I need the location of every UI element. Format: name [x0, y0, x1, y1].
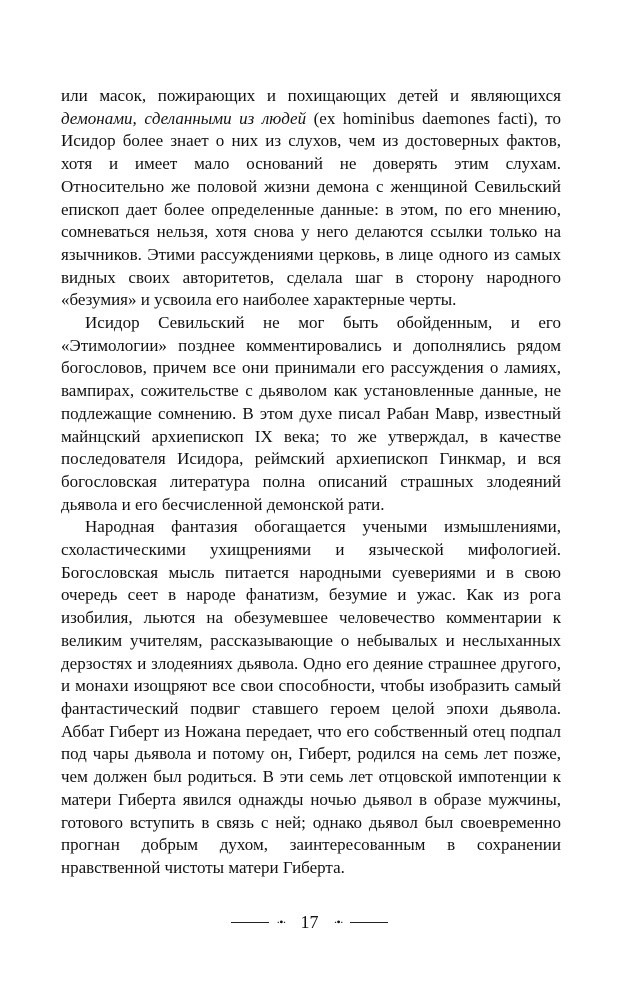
paragraph-2-text: Исидор Севильский не мог быть обойденным, и его «Этимологии» позднее комментировались и дополнялись рядом богословов, причем все они принимали его рассуждения о ламиях, вампирах, сожительстве с дьяволом как установленные данные, не подлежащие сомнению. В этом духе писал Рабан Мавр, известный майнцский архиепископ IX века; то же утверждал, в качестве последователя Исидора, реймский архиепископ Гинкмар, и вся богословская литература полна описаний страшных злодеяний дьявола и его бесчисленной демонской рати.: [61, 313, 561, 514]
footer-rule-right: [350, 922, 388, 923]
paragraph-3: [61, 516, 561, 879]
paragraph-2: [61, 312, 561, 516]
paragraph-1: [61, 85, 561, 312]
paragraph-1-italic-phrase: демонами, сделанными из людей: [61, 108, 307, 128]
paragraph-3-text: Народная фантазия обогащается учеными измышлениями, схоластическими ухищрениями и языческой мифологией. Богословская мысль питается народными суевериями и в свою очередь сеет в народе фанатизм, безумие и ужас. Как из рога изобилия, льются на обезумевшее человечество комментарии к великим учителям, рассказывающие о небывалых и неслыханных дерзостях и злодеяниях дьявола. Одно его деяние страшнее другого, и монахи изощряют все свои способности, чтобы изобразить самый фантастический подвиг ставшего героем целой эпохи дьявола. Аббат Гиберт из Ножана передает, что его собственный отец подпал под чары дьявола и потому он, Гиберт, родился на семь лет позже, чем должен был родиться. В эти семь лет отцовской импотенции к матери Гиберта явился однажды ночью дьявол в образе мужчины, готового вступить в связь с ней; однако дьявол был своевременно прогнан добрым духом, заинтересованным в сохранении нравственной чистоты матери Гиберта.: [61, 517, 561, 877]
page-footer: [0, 910, 619, 934]
footer-ornament-right-icon: ·•·: [333, 914, 343, 929]
paragraph-1-text-a: или масок, пожирающих и похищающих детей и являющихся: [61, 86, 561, 105]
page-body: [61, 85, 561, 880]
footer-rule-left: [231, 922, 269, 923]
paragraph-1-text-b: (ex hominibus daemones facti), то Исидор более знает о них из слухов, чем из достоверных фактов, хотя и имеет мало оснований не доверять этим слухам. Относительно же половой жизни демона с женщиной Севильский епископ дает более определенные данные: в этом, по его мнению, сомневаться нельзя, хотя снова у него делаются ссылки только на язычников. Этими рассуждениями церковь, в лице одного из самых видных своих авторитетов, сделала шаг в сторону народного «безумия» и усвоила его наиболее характерные черты.: [61, 108, 561, 310]
footer-ornament-left-icon: ·•·: [276, 914, 286, 929]
page-number: 17: [300, 911, 319, 932]
